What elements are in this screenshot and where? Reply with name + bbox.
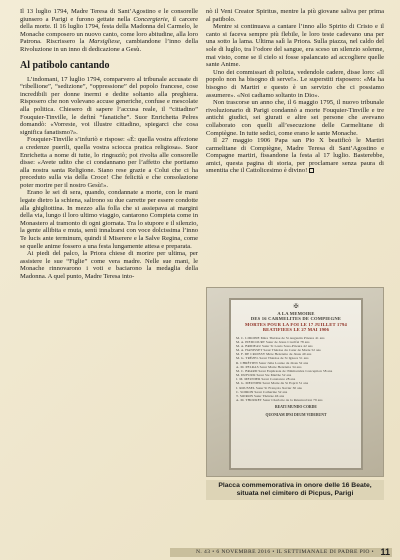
plaque-photo [206, 287, 384, 477]
plaque-name: J. ROUSSEL Sœur St François Xavier 30 ans [236, 385, 302, 390]
plaque-name: C. SOIRON Sœur Catherine 52 ans [236, 389, 288, 394]
end-mark-icon [309, 168, 314, 173]
plaque-foot2: QUONIAM IPSI DEUM VIDEBUNT [265, 412, 327, 417]
paragraph-fouquier: Fouquier-Tinville s’infuriò e rispose: «È: quella vostra affezione a credenze puerili, quella vostra sciocca pratica religiosa». Suor Enrichetta a nome di tutte, lo ringraziò; poi rivolta alle consorelle disse: «Avete udito che ci condannano per l’affetto che portiamo alla nostra santa Religione. Siano rese grazie a Colui che ci ha preceduto sulla via della Croce! Che felicità e che consolazione poter morire per il nostro Gesù!». [20, 136, 198, 189]
section-title: Al patibolo cantando [20, 59, 110, 71]
page-number: 11 [380, 547, 390, 557]
plaque-line1: A LA MEMOIRE [277, 311, 315, 316]
plaque-names-list [236, 336, 356, 403]
plaque-name: J. M. MEUNIER Sœur Constance 28 ans [236, 377, 296, 382]
plaque-name: R. CHRÉTIEN Sœur Julie Louise de Jésus 52 ans [236, 360, 309, 365]
paragraph-beatification: Il 27 maggio 1906 Papa san Pio X beatificò le Martiri carmelitane di Compiègne, Madre Teresa di Sant’Agostino e Compagne martiri, fissandone la festa al 17 luglio. Basterebbe, amici, questa pagina di storia, per proclamare senza paura di smentita che il Cattolicesimo è divino! [206, 137, 384, 175]
cross-icon: ✠ [293, 304, 299, 310]
plaque-name: M. G. MEUNIER Sœur Marie du St Esprit 51 ans [236, 381, 309, 386]
plaque-name: M. C. LIDOINE Mère Thérèse de St Augustin Prieure 41 ans [236, 335, 325, 340]
plaque-line2: DES 16 CARMELITES DE COMPIEGNE [250, 316, 342, 322]
footer-issue: N. 43 • 6 NOVEMBRE 2016 • IL SETTIMANALE DI PADRE PIO • [195, 549, 374, 555]
paragraph-last-priora: Mentre si continuava a cantare l’inno allo Spirito di Cristo e il canto si faceva sempre più flebile, le loro teste cadevano una per una sotto la lama. Ultima salì la Priora. Sulla piazza, nel caldo del sole di luglio, tra l’odore del sangue, era sceso un silenzio solenne, mai visto, come se il cielo si fosse spalancato ad accogliere quelle sante Anime. [206, 23, 384, 69]
plaque-name: A. M. PELRAS Sœur Marie Henriette 34 ans [236, 364, 302, 369]
paragraph-tribunal-fate: Non trascorse un anno che, il 6 maggio 1795, il nuovo tribunale rivoluzionario di Parigi condannò a morte Fouquier-Tinville e tre antichi giudici, sei giurati e altre sei persone che avevano collaborato con quelli all’esecuzione delle Carmelitane di Compiègne. In tutte sedici, come erano le sante Monache. [206, 99, 384, 137]
photo-caption: Placca commemorativa in onore delle 16 Beate, situata nel cimitero di Picpus, Parigi [206, 480, 384, 500]
paragraph-veni-creator: nò il Veni Creator Spiritus, mentre la più giovane saliva per prima al patibolo. [206, 8, 384, 23]
plaque-name: M. A. BRIDEAU Sœur St Louis Sous-Prieure 42 ans [236, 343, 313, 348]
plaque-name: T. SOIRON Sœur Thérèse 46 ans [236, 393, 285, 398]
plaque-line3: MORTES POUR LA FOI LE 17 JUILLET 1794 [245, 321, 347, 327]
paragraph-commissioner: Uno dei commissari di polizia, vedendole cadere, disse loro: «Il popolo non ha bisogno di serve!». Le superstiti risposero: «Ma ha bisogno di Martiri e questo è un servizio che ci possiamo assumere». «Noi cadiamo soltanto in Dio». [206, 68, 384, 99]
plaque-name: M. F. DE CROISSY Mère Henriette de Jésus 49 ans [236, 352, 312, 357]
paragraph-intro: Il 13 luglio 1794, Madre Teresa di Sant’Agostino e le consorelle giunsero a Parigi e furono gettate nella Concergierie, il carcere della morte. Il 16 luglio 1794, festa della Madonna del Carmelo, le Monache composero un nuovo canto, come loro abitudine, alla loro Patrona. Riscrissero la Marsigliese, cambiandone l’inno della Rivoluzione in un inno di dedicazione a Gesù. [20, 8, 198, 53]
paragraph-execution-march: Erano le sei di sera, quando, condannate a morte, con le mani legate dietro la schiena, salirono su due carrette per essere condotte alla ghigliottina. In mezzo alla folla che si assiepava ai margini della via, lungo il loro ultimo viaggio, cantarono Compieta come in Monastero al tramonto di ogni giornata. Tra lo stupore e il silenzio, la gente allibita e muta, sentì innalzarsi con voce dolcissima l’inno Te lucis ante terminum, quindi il Miserere e la Salve Regina, come se quelle anime fossero a una festa lungamente attesa e preparata. [20, 189, 198, 250]
paragraph-scaffold: Ai piedi del palco, la Priora chiese di morire per ultima, per assistere le sue “Figlie” come vera madre. Nelle sue mani, le Monache rinnovarono i voti e baciarono la medaglia della Madonna. A quel punto, Madre Teresa into- [20, 250, 198, 280]
plaque-name: M. A. HANISSET Sœur Thérèse du Cœur de Marie 52 ans [236, 348, 321, 353]
plaque-name: M. A. PIEDCOURT Sœur de Jésus Crucifié 78 ans [236, 339, 310, 344]
plaque-name: M. G. TRÉZEL Sœur Thérèse de St Ignace 51 ans [236, 356, 309, 361]
plaque-name: M. DUFOUR Sœur Ste Marthe 52 ans [236, 373, 292, 378]
plaque-line4: BEATIFIEES LE 27 MAI 1906 [262, 327, 330, 333]
paragraph-tribunal: L’indomani, 17 luglio 1794, comparvero al tribunale accusate di “ribellione”, “sedizione”, “oppressione” del popolo francese, cose incredibili per donne inermi e dedite soltanto alla preghiera. Risposero che non volevano accuse generiche, confuse e mescolate alla politica. Chiesero di sapere l’accusa reale, il “cittadino” Fouquier-Tinville, le definì “fanatiche”. Suor Enrichetta Pelres domandò: «Vorreste, voi illustre cittadino, spiegarci che cosa significa fanatismo?». [20, 75, 198, 136]
right-column [206, 8, 384, 175]
plaque-stone [229, 298, 363, 470]
plaque-name: A. M. THOURET Sœur Charlotte de la Résurrection 79 ans [236, 397, 323, 402]
plaque-name: M. C. BRARD Sœur Euphrasie de l'Immaculée Conception 58 ans [236, 368, 333, 373]
left-column [20, 8, 198, 281]
page-footer [0, 544, 400, 560]
plaque-foot1: BEATI MUNDO CORDE [275, 405, 317, 410]
